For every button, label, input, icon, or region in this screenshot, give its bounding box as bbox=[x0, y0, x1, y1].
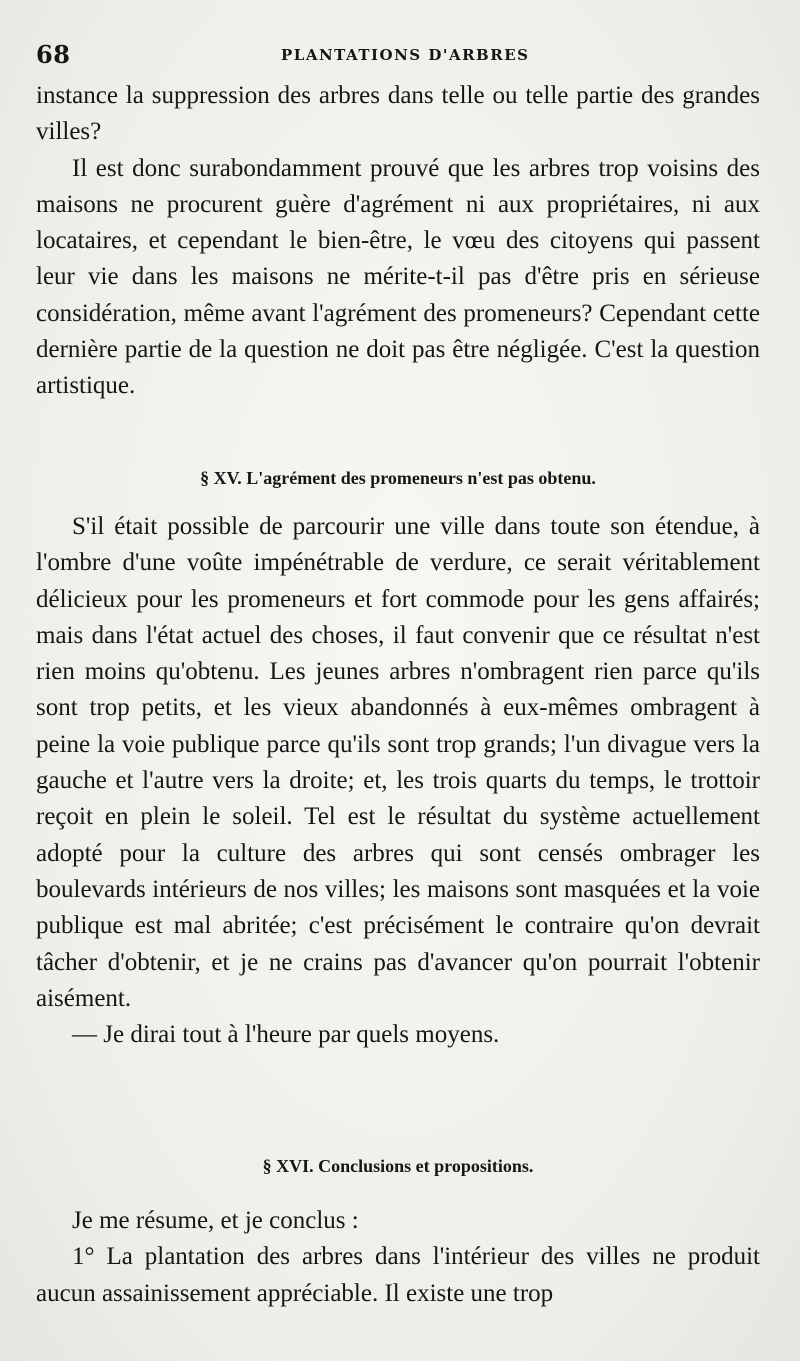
paragraph: Je me résume, et je conclus : bbox=[72, 1207, 359, 1234]
paragraph: 1° La plantation des arbres dans l'intérieur des villes ne produit aucun assainissement appréciable. Il existe une trop bbox=[36, 1243, 760, 1307]
section-heading-xvi: § XVI. Conclusions et propositions. bbox=[262, 1156, 534, 1176]
paragraph: Il est donc surabondamment prouvé que les arbres trop voisins des maisons ne procurent guère d'agrément ni aux propriétaires, ni aux locataires, et cependant le bien-être, le vœu des citoyens qui passent leur vie dans les maisons ne mérite-t-il pas d'être pris en sérieuse considération, même avant l'agrément des promeneurs? Cependant cette dernière partie de la question ne doit pas être négligée. C'est la question artistique. bbox=[36, 154, 760, 400]
text-block-section-xv bbox=[36, 509, 760, 1053]
running-title: PLANTATIONS D'ARBRES bbox=[281, 46, 530, 64]
text-block-intro bbox=[36, 78, 760, 405]
paragraph: S'il était possible de parcourir une ville dans toute son étendue, à l'ombre d'une voûte impénétrable de verdure, ce serait véritablement délicieux pour les promeneurs et fort commode pour les gens affairés; mais dans l'état actuel des choses, il faut convenir que ce résultat n'est rien moins qu'obtenu. Les jeunes arbres n'ombragent rien parce qu'ils sont trop petits, et les vieux abandonnés à eux-mêmes ombragent à peine la voie publique parce qu'ils sont trop grands; l'un divague vers la gauche et l'autre vers la droite; et, les trois quarts du temps, le trottoir reçoit en plein le soleil. Tel est le résultat du système actuellement adopté pour la culture des arbres qui sont censés ombrager les boulevards intérieurs de nos villes; les maisons sont masquées et la voie publique est mal abritée; c'est précisément le contraire qu'on devrait tâcher d'obtenir, et je ne crains pas d'avancer qu'on pourrait l'obtenir aisément. bbox=[36, 513, 760, 1012]
section-heading-xv: § XV. L'agrément des promeneurs n'est pas obtenu. bbox=[200, 468, 596, 488]
running-header bbox=[36, 38, 776, 68]
paragraph: — Je dirai tout à l'heure par quels moyens. bbox=[72, 1021, 500, 1049]
text-block-section-xvi bbox=[36, 1203, 760, 1312]
paragraph: instance la suppression des arbres dans telle ou telle partie des grandes villes? bbox=[36, 82, 760, 146]
page-number: 68 bbox=[36, 40, 71, 69]
